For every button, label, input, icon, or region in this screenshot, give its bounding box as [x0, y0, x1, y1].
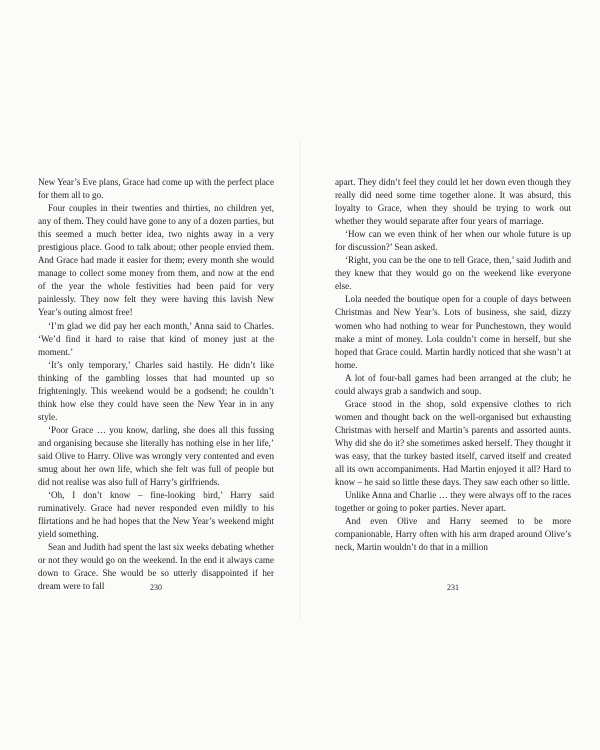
left-page-text [38, 176, 274, 594]
paragraph: ‘It’s only temporary,’ Charles said hastily. He didn’t like thinking of the gambling losses that had mounted up so frighteningly. This weekend would be a godsend; he couldn’t think how else they could have seen the New Year in in any style. [38, 359, 274, 422]
paragraph: And even Olive and Harry seemed to be more companionable, Harry often with his arm draped around Olive’s neck, Martin wouldn’t do that in a million [335, 516, 571, 553]
book-gutter [299, 140, 301, 620]
right-page-text [335, 176, 571, 554]
paragraph: A lot of four-ball games had been arranged at the club; he could always grab a sandwich and soup. [335, 372, 571, 396]
paragraph: ‘I’m glad we did pay her each month,’ Anna said to Charles. ‘We’d find it hard to raise that kind of money just at the moment.’ [38, 320, 274, 357]
page-number-right: 231 [447, 583, 459, 592]
page-number-left: 230 [150, 583, 162, 592]
paragraph: Sean and Judith had spent the last six weeks debating whether or not they would go on the weekend. In the end it always came down to Grace. She would be so utterly disappointed if her dream were to fall [38, 542, 274, 592]
paragraph: ‘Poor Grace … you know, darling, she does all this fussing and organising because she literally has nothing else in her life,’ said Olive to Harry. Olive was wrongly very contented and even smug about her own life, which she felt was full of people but did not realise was also full of Harry’s girlfriends. [38, 424, 274, 488]
paragraph: apart. They didn’t feel they could let her down even though they really did need some time together alone. It was absurd, this loyalty to Grace, when they should be trying to work out whether they would separate after four years of marriage. [335, 177, 571, 227]
paragraph: New Year’s Eve plans, Grace had come up with the perfect place for them all to go. [38, 177, 274, 201]
paragraph: Unlike Anna and Charlie … they were always off to the races together or going to poker parties. Never apart. [335, 490, 571, 514]
paragraph: ‘Right, you can be the one to tell Grace, then,’ said Judith and they knew that they would go on the weekend like everyone else. [335, 255, 571, 292]
paragraph: ‘Oh, I don’t know – fine-looking bird,’ Harry said ruminatively. Grace had never responded even mildly to his flirtations and he had hopes that the New Year’s weekend might yield something. [38, 490, 274, 540]
paragraph: Four couples in their twenties and thirties, no children yet, any of them. They could have gone to any of a dozen parties, but this seemed a much better idea, two nights away in a very prestigious place. Good to talk about; other people envied them. And Grace had made it easier for them; every month she would manage to collect some money from them, and now at the end of the year the whole festivities had been paid for very painlessly. They now felt they were having this lavish New Year’s outing almost free! [38, 203, 274, 318]
paragraph: Grace stood in the shop, sold expensive clothes to rich women and thought back on the well-organised but exhausting Christmas with herself and Martin’s parents and assorted aunts. Why did she do it? she sometimes asked herself. They thought it was easy, that the turkey basted itself, carved itself and created all its own accompaniments. Had Martin enjoyed it all? Hard to know – he said so little these days. They saw each other so little. [335, 398, 571, 488]
paragraph: Lola needed the boutique open for a couple of days between Christmas and New Year’s. Lots of business, she said, dizzy women who had nothing to wear for Punchestown, they would make a mint of money. Lola couldn’t come in herself, but she hoped that Grace could. Martin hardly noticed that she wasn’t at home. [335, 294, 571, 370]
paragraph: ‘How can we even think of her when our whole future is up for discussion?’ Sean asked. [335, 229, 571, 253]
